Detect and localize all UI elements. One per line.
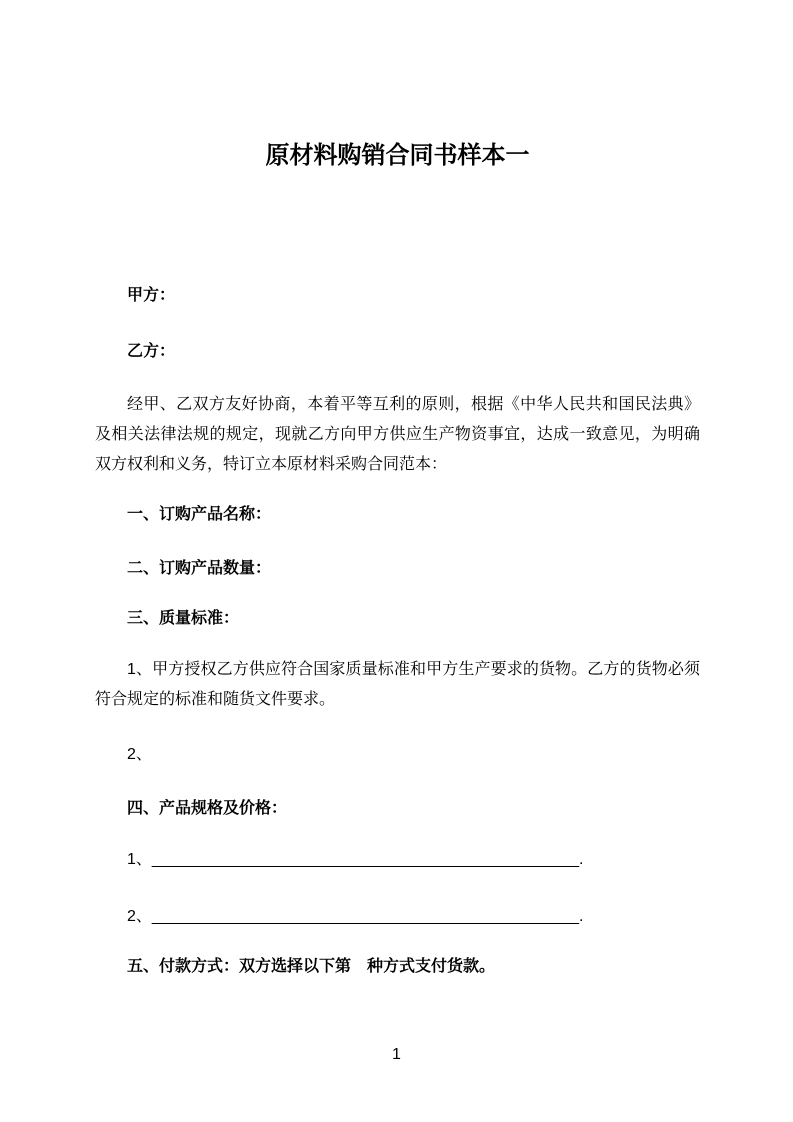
- spec-price-item-1-period: .: [579, 851, 584, 868]
- preamble-paragraph: 经甲、乙双方友好协商，本着平等互利的原则，根据《中华人民共和国民法典》及相关法律法规的规定，现就乙方向甲方供应生产物资事宜，达成一致意见，为明确双方权利和义务，特订立本原材料采购合同范本：: [95, 396, 700, 473]
- spec-price-item-1-number: 1、: [127, 851, 152, 868]
- party-b-label: 乙方：: [127, 343, 176, 360]
- fill-in-blank: ________________________________________________: [151, 851, 580, 868]
- spec-price-item-2: [95, 902, 700, 932]
- quality-item-2: 2、: [127, 746, 152, 763]
- spec-price-item-2-number: 2、: [127, 908, 152, 925]
- section-1-heading: 一、订购产品名称：: [127, 506, 272, 523]
- section-4-heading: 四、产品规格及价格：: [127, 800, 288, 817]
- spec-price-item-1: [95, 845, 700, 875]
- section-2-heading: 二、订购产品数量：: [127, 560, 272, 577]
- party-a-label: 甲方：: [127, 287, 176, 304]
- document-title: 原材料购销合同书样本一: [265, 142, 530, 169]
- section-5-heading: 五、付款方式：双方选择以下第 种方式支付货款。: [127, 958, 496, 975]
- page-number: 1: [392, 1046, 401, 1063]
- quality-item-1: 1、甲方授权乙方供应符合国家质量标准和甲方生产要求的货物。乙方的货物必须符合规定的标准和随货文件要求。: [95, 661, 700, 708]
- fill-in-blank: ________________________________________________: [151, 908, 580, 925]
- section-3-heading: 三、质量标准：: [127, 610, 240, 627]
- spec-price-item-2-period: .: [579, 908, 584, 925]
